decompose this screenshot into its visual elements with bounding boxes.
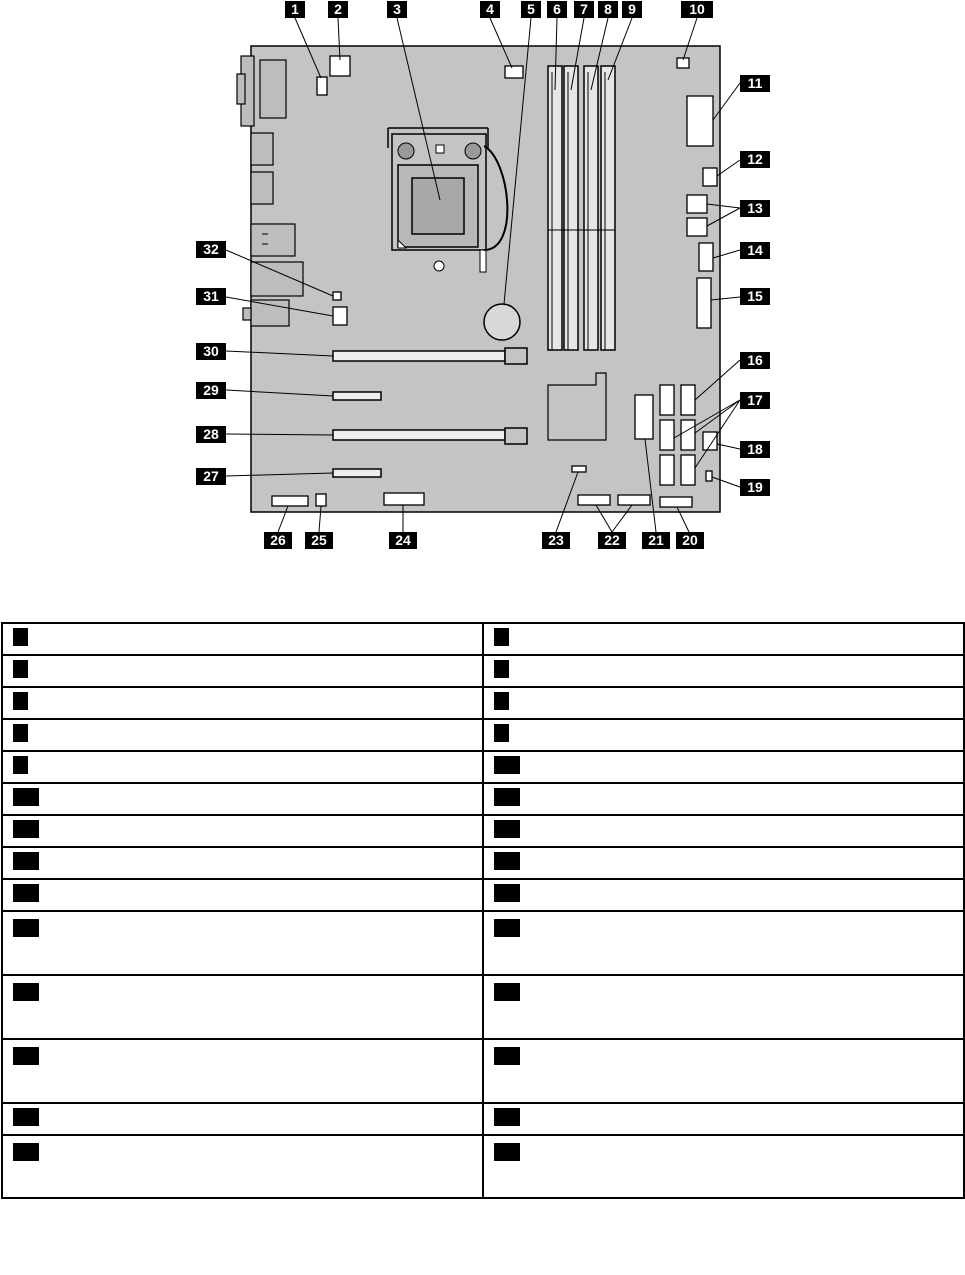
- svg-text:30: 30: [203, 343, 219, 359]
- legend-badge: [13, 628, 28, 646]
- callout-6: [547, 1, 567, 18]
- callout-27: [196, 468, 226, 485]
- motherboard-diagram: [0, 0, 965, 560]
- legend-row: [2, 719, 964, 751]
- legend-cell: [2, 975, 483, 1039]
- legend-badge: [13, 1108, 39, 1126]
- legend-cell: [2, 783, 483, 815]
- svg-text:1: 1: [291, 1, 299, 17]
- legend-cell: [483, 847, 964, 879]
- callout-3: [387, 1, 407, 18]
- callout-9: [622, 1, 642, 18]
- legend-row: [2, 1135, 964, 1198]
- svg-text:17: 17: [747, 392, 763, 408]
- svg-text:21: 21: [648, 532, 664, 548]
- svg-text:22: 22: [604, 532, 620, 548]
- callout-18: [740, 441, 770, 458]
- callout-30: [196, 343, 226, 360]
- callout-24: [389, 532, 417, 549]
- svg-text:7: 7: [580, 1, 588, 17]
- legend-row: [2, 687, 964, 719]
- svg-text:10: 10: [689, 1, 705, 17]
- svg-text:19: 19: [747, 479, 763, 495]
- legend-row: [2, 751, 964, 783]
- svg-text:24: 24: [395, 532, 411, 548]
- legend-badge: [13, 884, 39, 902]
- legend-cell: [483, 975, 964, 1039]
- legend-badge: [13, 756, 28, 774]
- callout-21: [642, 532, 670, 549]
- legend-row: [2, 1103, 964, 1135]
- svg-text:32: 32: [203, 241, 219, 257]
- callout-2: [328, 1, 348, 18]
- svg-text:5: 5: [527, 1, 535, 17]
- legend-badge: [494, 1108, 520, 1126]
- svg-text:3: 3: [393, 1, 401, 17]
- legend-cell: [2, 623, 483, 655]
- legend-badge: [13, 660, 28, 678]
- legend-cell: [483, 719, 964, 751]
- legend-cell: [2, 1135, 483, 1198]
- legend-row: [2, 879, 964, 911]
- svg-text:23: 23: [548, 532, 564, 548]
- callout-5: [521, 1, 541, 18]
- svg-text:16: 16: [747, 352, 763, 368]
- motherboard-outline: [251, 46, 720, 512]
- svg-text:4: 4: [486, 1, 494, 17]
- legend-badge: [13, 788, 39, 806]
- legend-badge: [494, 820, 520, 838]
- svg-text:9: 9: [628, 1, 636, 17]
- svg-text:18: 18: [747, 441, 763, 457]
- legend-badge: [494, 919, 520, 937]
- legend-cell: [2, 655, 483, 687]
- svg-text:27: 27: [203, 468, 219, 484]
- legend-cell: [483, 1103, 964, 1135]
- callout-4: [480, 1, 500, 18]
- legend-cell: [483, 1039, 964, 1103]
- callout-29: [196, 382, 226, 399]
- legend-badge: [13, 852, 39, 870]
- legend-row: [2, 623, 964, 655]
- callout-10: [681, 1, 713, 18]
- svg-text:2: 2: [334, 1, 342, 17]
- callout-16: [740, 352, 770, 369]
- callout-14: [740, 242, 770, 259]
- legend-cell: [483, 911, 964, 975]
- legend-row: [2, 783, 964, 815]
- svg-text:14: 14: [747, 242, 763, 258]
- legend-cell: [483, 623, 964, 655]
- callout-19: [740, 479, 770, 496]
- legend-row: [2, 975, 964, 1039]
- callout-32: [196, 241, 226, 258]
- legend-table: [1, 622, 965, 1199]
- callout-8: [598, 1, 618, 18]
- legend-cell: [2, 751, 483, 783]
- callout-12: [740, 151, 770, 168]
- legend-badge: [13, 820, 39, 838]
- legend-badge: [494, 660, 509, 678]
- legend-row: [2, 1039, 964, 1103]
- legend-cell: [2, 911, 483, 975]
- legend-row: [2, 815, 964, 847]
- callout-17: [740, 392, 770, 409]
- legend-cell: [2, 815, 483, 847]
- callout-25: [305, 532, 333, 549]
- callout-7: [574, 1, 594, 18]
- legend-badge: [494, 983, 520, 1001]
- callout-1: [285, 1, 305, 18]
- svg-text:6: 6: [553, 1, 561, 17]
- callout-20: [676, 532, 704, 549]
- legend-cell: [2, 687, 483, 719]
- callout-15: [740, 288, 770, 305]
- legend-badge: [494, 1047, 520, 1065]
- callout-13: [740, 200, 770, 217]
- legend-badge: [494, 1143, 520, 1161]
- callout-26: [264, 532, 292, 549]
- legend-cell: [483, 751, 964, 783]
- legend-cell: [2, 1103, 483, 1135]
- callout-23: [542, 532, 570, 549]
- legend-row: [2, 655, 964, 687]
- legend-badge: [494, 724, 509, 742]
- legend-cell: [483, 655, 964, 687]
- legend-row: [2, 911, 964, 975]
- svg-text:25: 25: [311, 532, 327, 548]
- legend-badge: [494, 692, 509, 710]
- svg-text:28: 28: [203, 426, 219, 442]
- svg-text:20: 20: [682, 532, 698, 548]
- svg-text:13: 13: [747, 200, 763, 216]
- legend-cell: [483, 783, 964, 815]
- svg-text:11: 11: [747, 75, 763, 91]
- battery: [484, 304, 520, 340]
- legend-row: [2, 847, 964, 879]
- callout-11: [740, 75, 770, 92]
- legend-cell: [2, 719, 483, 751]
- legend-badge: [13, 1143, 39, 1161]
- svg-text:8: 8: [604, 1, 612, 17]
- legend-badge: [13, 1047, 39, 1065]
- legend-badge: [13, 919, 39, 937]
- legend-badge: [13, 724, 28, 742]
- legend-badge: [494, 852, 520, 870]
- svg-text:12: 12: [747, 151, 763, 167]
- legend-badge: [494, 884, 520, 902]
- legend-badge: [13, 983, 39, 1001]
- svg-text:31: 31: [203, 288, 219, 304]
- legend-badge: [13, 692, 28, 710]
- legend-cell: [2, 879, 483, 911]
- svg-text:15: 15: [747, 288, 763, 304]
- legend-cell: [2, 1039, 483, 1103]
- callout-22: [598, 532, 626, 549]
- legend-badge: [494, 788, 520, 806]
- svg-text:29: 29: [203, 382, 219, 398]
- svg-text:26: 26: [270, 532, 286, 548]
- callout-31: [196, 288, 226, 305]
- legend-badge: [494, 756, 520, 774]
- legend-cell: [483, 1135, 964, 1198]
- callout-28: [196, 426, 226, 443]
- legend-cell: [483, 687, 964, 719]
- legend-cell: [483, 879, 964, 911]
- legend-badge: [494, 628, 509, 646]
- legend-cell: [483, 815, 964, 847]
- legend-cell: [2, 847, 483, 879]
